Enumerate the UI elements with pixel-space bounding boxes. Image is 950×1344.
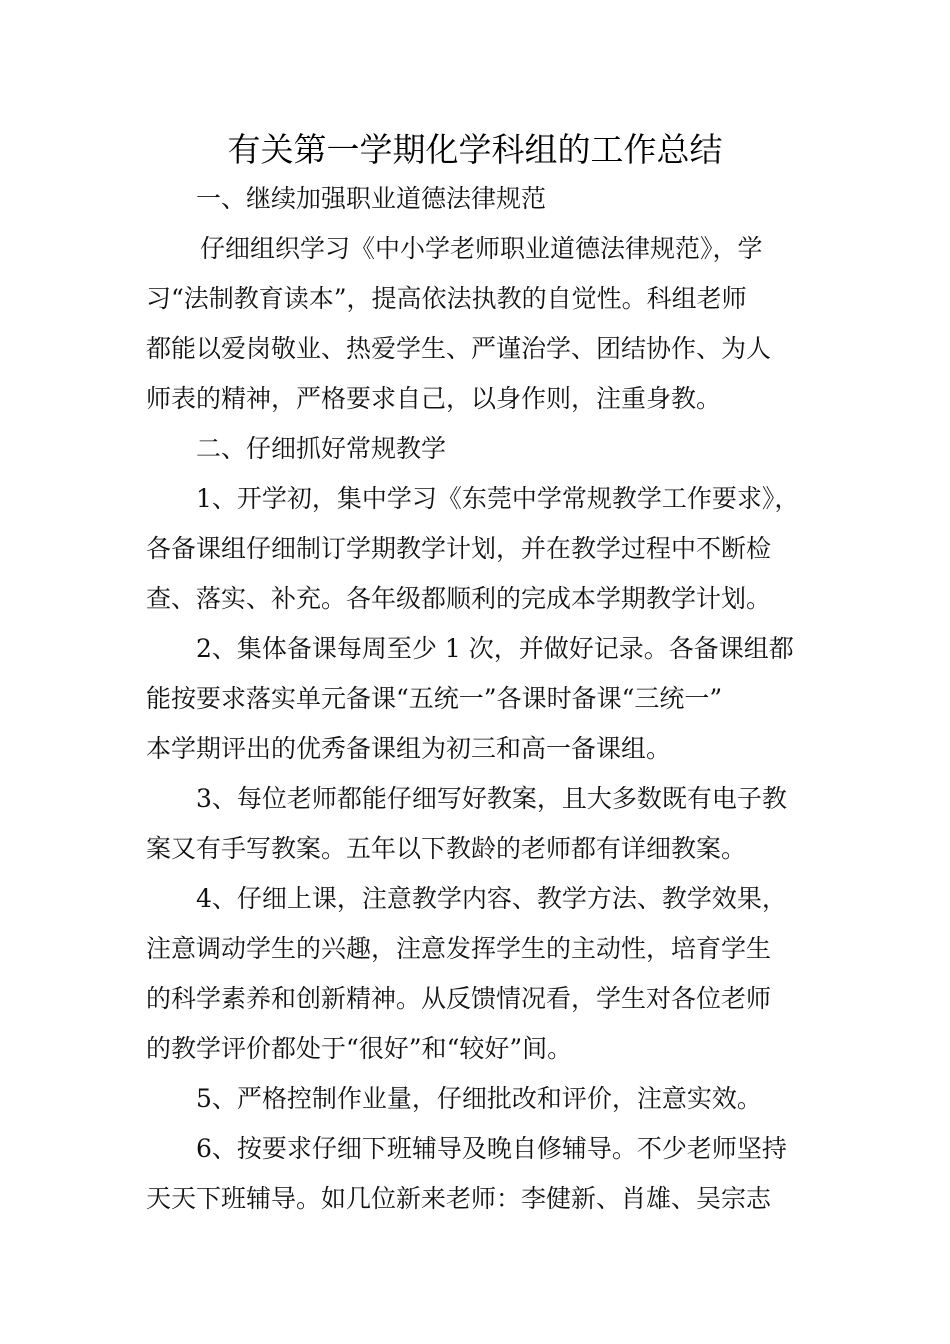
paragraph-line: 注意调动学生的兴趣，注意发挥学生的主动性，培育学生 xyxy=(146,934,772,963)
paragraph-line: 的教学评价都处于“很好”和“较好”间。 xyxy=(146,1034,573,1063)
section-heading-1: 一、继续加强职业道德法律规范 xyxy=(196,184,547,213)
paragraph-line: 1、开学初，集中学习《东莞中学常规教学工作要求》， xyxy=(196,484,800,513)
paragraph-line: 6、按要求仔细下班辅导及晚自修辅导。不少老师坚持 xyxy=(196,1134,787,1163)
paragraph-line: 能按要求落实单元备课“五统一”各课时备课“三统一” xyxy=(146,684,723,713)
paragraph-line: 仔细组织学习《中小学老师职业道德法律规范》，学 xyxy=(200,234,763,263)
paragraph-line: 天天下班辅导。如几位新来老师：李健新、肖雄、吴宗志 xyxy=(146,1184,772,1213)
paragraph-line: 习“法制教育读本”，提高依法执教的自觉性。科组老师 xyxy=(146,284,747,313)
section-heading-2: 二、仔细抓好常规教学 xyxy=(196,434,447,463)
paragraph-line: 5、严格控制作业量，仔细批改和评价，注意实效。 xyxy=(196,1084,762,1113)
paragraph-line: 本学期评出的优秀备课组为初三和高一备课组。 xyxy=(146,734,672,763)
paragraph-line: 3、每位老师都能仔细写好教案，且大多数既有电子教 xyxy=(196,784,787,813)
paragraph-line: 查、落实、补充。各年级都顺利的完成本学期教学计划。 xyxy=(146,584,772,613)
paragraph-line: 都能以爱岗敬业、热爱学生、严谨治学、团结协作、为人 xyxy=(146,334,772,363)
paragraph-line: 师表的精神，严格要求自己，以身作则，注重身教。 xyxy=(146,384,722,413)
paragraph-line: 各备课组仔细制订学期教学计划，并在教学过程中不断检 xyxy=(146,534,772,563)
paragraph-line: 4、仔细上课，注意教学内容、教学方法、教学效果， xyxy=(196,884,787,913)
document-title: 有关第一学期化学科组的工作总结 xyxy=(227,130,723,169)
paragraph-line: 案又有手写教案。五年以下教龄的老师都有详细教案。 xyxy=(146,834,747,863)
paragraph-line: 2、集体备课每周至少 1 次，并做好记录。各备课组都 xyxy=(196,634,794,663)
paragraph-line: 的科学素养和创新精神。从反馈情况看，学生对各位老师 xyxy=(146,984,772,1013)
